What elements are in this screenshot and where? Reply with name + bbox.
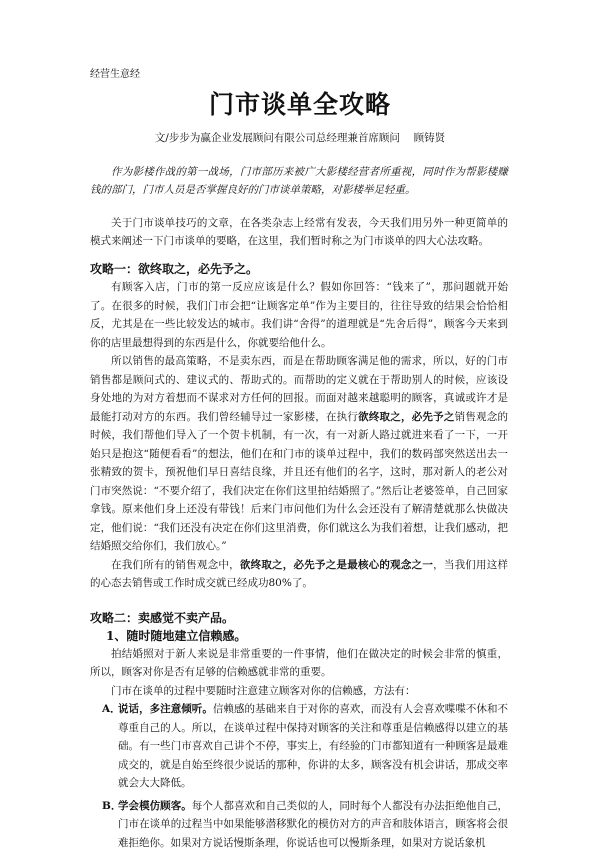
section2-subheading: 1、随时随地建立信赖感。 bbox=[90, 627, 508, 645]
section2-paragraph-2: 门市在谈单的过程中要随时注意建立顾客对你的信赖感，方法有： bbox=[90, 682, 508, 701]
list-item-a-text: 信赖感的基础来自于对你的喜欢，而没有人会喜欢喋喋不休和不尊重自己的人。所以，在谈单过程中保持对顾客的关注和尊重是信赖感得以建立的基础。有一些门市喜欢自己讲个不停，事实上，有经验的门市都知道有一种顾客是最难成交的，就是自始至终很少说话的那种，你讲的太多，顾客没有机会讲话，那成交率就会大大降低。 bbox=[118, 703, 508, 789]
intro-paragraph: 关于门市谈单技巧的文章，在各类杂志上经常有发表，今天我们用另外一种更简单的模式来阐述一下门市谈单的要略，在这里，我们暂时称之为门市谈单的四大心法攻略。 bbox=[90, 214, 508, 250]
section1-paragraph-2 bbox=[90, 352, 508, 556]
list-item-b-text: 每个人都喜欢和自己类似的人，同时每个人都没有办法拒绝他自己，门市在谈单的过程当中如果能够潜移默化的模仿对方的声音和肢体语言，顾客将会很难拒绝你。如果对方说话慢斯条理，你说话也可以慢斯条理，如果对方说话象机 bbox=[118, 800, 508, 849]
section1-paragraph-1: 有顾客入店，门市的第一反应应该是什么？假如你回答：“钱来了”，那问题就开始了。在很多的时候，我们门市会把“让顾客定单”作为主要目的，往往导致的结果会恰恰相反，尤其是在一些比较发达的城市。我们讲“舍得”的道理就是“先舍后得”，顾客今天来到你的店里最想得到的东西是什么，你就要给他什么。 bbox=[90, 278, 508, 352]
section1-p2-text-a: 所以销售的最高策略，不是卖东西，而是在帮助顾客满足他的需求，所以，好的门市销售都是顾问式的、建议式的、帮助式的。而帮助的定义就在于帮助别人的时候，应该设身处地的为对方着想而不谋求对方任何的回报。而面对越来越聪明的顾客，真诚或许才是最能打动对方的东西。我们曾经辅导过一家影楼，在执行 bbox=[90, 355, 508, 423]
lead-paragraph: 作为影楼作战的第一战场，门市部历来被广大影楼经营者所重视，同时作为帮影楼赚钱的部门，门市人员是否掌握良好的门市谈单策略，对影楼举足轻重。 bbox=[90, 163, 508, 199]
article-body bbox=[90, 260, 508, 852]
list-item-b-lead: 学会模仿顾客。 bbox=[118, 800, 192, 812]
list-item-b bbox=[90, 797, 508, 852]
section1-p3-text-a: 在我们所有的销售观念中， bbox=[111, 559, 240, 571]
section1-p3-text-c: ，当我们用这样的心态去销售或工作时成交就已经成功80%了。 bbox=[90, 559, 508, 590]
section1-p3-emphasis: 欲终取之，必先予之是最核心的观念之一 bbox=[240, 559, 433, 571]
section1-p2-text-c: 销售观念的时候，我们帮他们导入了一个贺卡机制，有一次，有一对新人路过就进来看了一下，一开始只是抱这“随便看看”的想法，他们在和门市的谈单过程中，我们的数码部突然送出去一张精致的贺卡，预祝他们早日喜结良缘，并且还有他们的名字，这时，那对新人的老公对门市突然说：“不要介绍了，我们决定在你们这里拍结婚照了。”然后让老婆签单，自己回家拿钱。原来他们身上还没有带钱！后来门市问他们为什么会还没有了解清楚就那么快做决定，他们说：“我们还没有决定在你们这里消费，你们就这么为我们着想，让我们感动，把结婚照交给你们，我们放心。” bbox=[90, 411, 508, 553]
article-byline: 文/步步为赢企业发展顾问有限公司总经理兼首席顾问 顾铸贤 bbox=[0, 131, 600, 145]
section-spacer bbox=[90, 593, 508, 609]
list-item-a bbox=[90, 700, 508, 793]
list-item-b-marker: B． bbox=[102, 797, 121, 816]
section2-heading: 攻略二：卖感觉不卖产品。 bbox=[90, 609, 508, 627]
list-item-a-marker: A． bbox=[102, 700, 121, 719]
section2-paragraph-1: 拍结婚照对于新人来说是非常重要的一件事情，他们在做决定的时候会非常的慎重，所以，顾客对你是否有足够的信赖感就非常的重要。 bbox=[90, 645, 508, 682]
header-category: 经营生意经 bbox=[90, 69, 140, 81]
section1-paragraph-3 bbox=[90, 556, 508, 593]
section1-heading: 攻略一：欲终取之，必先予之。 bbox=[90, 260, 508, 278]
section1-p2-emphasis: 欲终取之，必先予之 bbox=[358, 411, 455, 423]
article-title: 门市谈单全攻略 bbox=[0, 88, 600, 122]
list-item-a-lead: 说话，多注意倾听。 bbox=[118, 703, 213, 715]
